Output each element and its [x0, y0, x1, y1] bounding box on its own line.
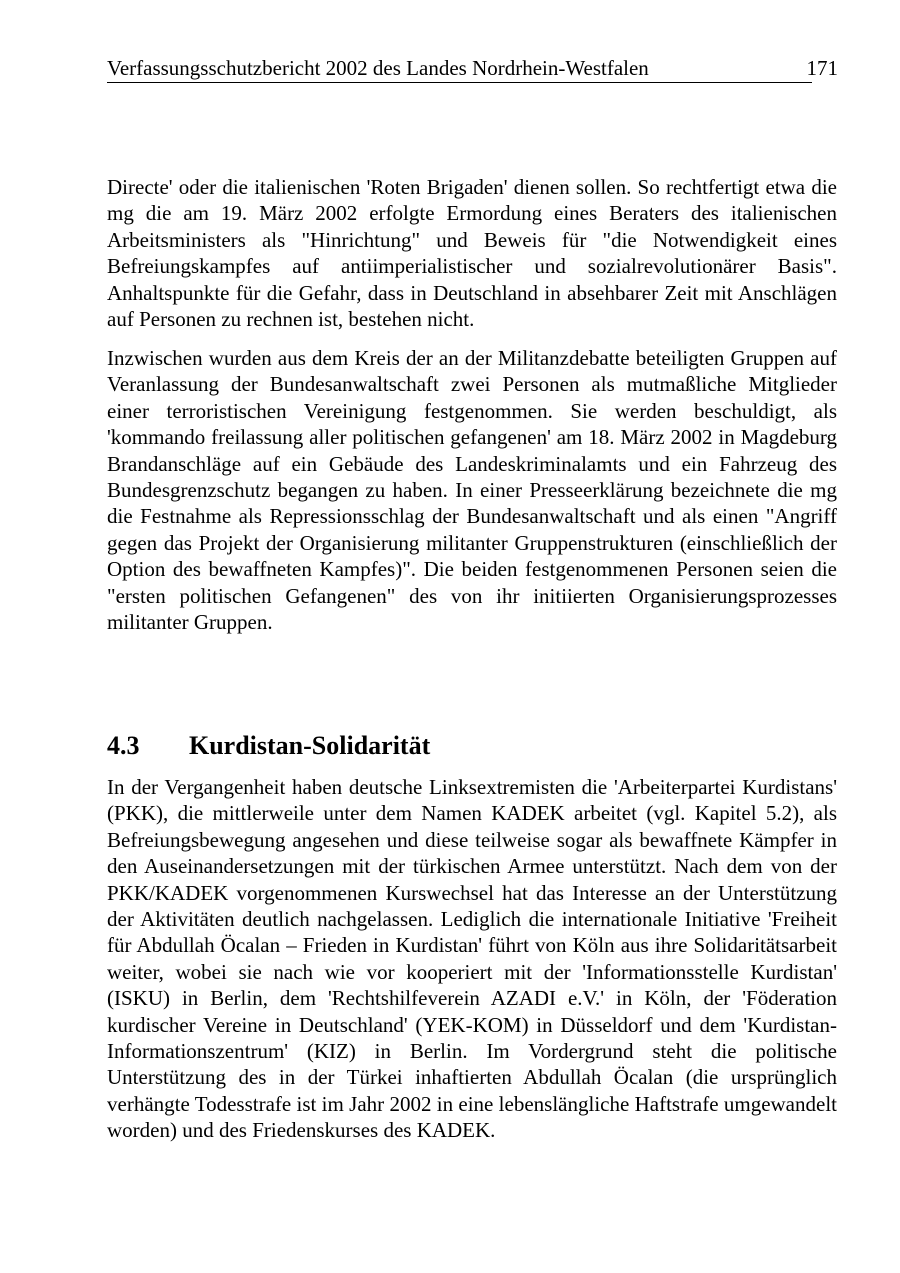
paragraph-text: In der Vergangenheit haben deutsche Linksextremisten die 'Arbeiterpartei Kurdistans' (PKK), die mittlerweile unter dem Namen KADEK arbeitet (vgl. Kapitel 5.2), als Befreiungsbewegung angesehen und diese teilweise sogar als bewaffnete Kämpfer in den Auseinandersetzungen mit der türkischen Armee unterstützt. Nach dem von der PKK/KADEK vorgenommenen Kurswechsel hat das Interesse an der Unterstützung der Aktivitäten deutlich nachgelassen. Lediglich die internationale Initiative 'Freiheit für Abdullah Öcalan – Frieden in Kurdistan' führt von Köln aus ihre Solidaritätsarbeit weiter, wobei sie nach wie vor kooperiert mit der 'Informationsstelle Kurdistan' (ISKU) in Berlin, dem 'Rechtshilfeverein AZADI e.V.' in Köln, der 'Föderation kurdischer Vereine in Deutschland' (YEK-KOM) in Düsseldorf und dem 'Kurdistan-Informationszentrum' (KIZ) in Berlin. Im Vordergrund steht die politische Unterstützung des in der Türkei inhaftierten Abdullah Öcalan (die ursprünglich verhängte Todesstrafe ist im Jahr 2002 in eine lebenslängliche Haftstrafe umgewandelt worden) und des Friedenskurses des KADEK. [107, 775, 837, 1143]
body-paragraph-1 [107, 174, 837, 332]
section-title: Kurdistan-Solidarität [189, 731, 431, 760]
section-heading [107, 729, 430, 763]
body-paragraph-2 [107, 345, 837, 635]
page-number: 171 [806, 56, 838, 80]
body-paragraph-3 [107, 774, 837, 1144]
section-number: 4.3 [107, 731, 140, 760]
paragraph-text: Inzwischen wurden aus dem Kreis der an der Militanzdebatte beteiligten Gruppen auf Veranlassung der Bundesanwaltschaft zwei Personen als mutmaßliche Mitglieder einer terroristischen Vereinigung festgenommen. Sie werden beschuldigt, als 'kommando freilassung aller politischen gefangenen' am 18. März 2002 in Magdeburg Brandanschläge auf ein Gebäude des Landeskriminalamts und ein Fahrzeug des Bundesgrenzschutz begangen zu haben. In einer Presseerklärung bezeichnete die mg die Festnahme als Repressionsschlag der Bundesanwaltschaft und als einen "Angriff gegen das Projekt der Organisierung militanter Gruppenstrukturen (einschließlich der Option des bewaffneten Kampfes)". Die beiden festgenommenen Personen seien die "ersten politischen Gefangenen" des von ihr initiierten Organisierungsprozesses militanter Gruppen. [107, 346, 837, 635]
running-header [107, 54, 838, 83]
document-title: Verfassungsschutzbericht 2002 des Landes Nordrhein-Westfalen [107, 56, 649, 80]
paragraph-text: Directe' oder die italienischen 'Roten Brigaden' dienen sollen. So rechtfertigt etwa die mg die am 19. März 2002 erfolgte Ermordung eines Beraters des italienischen Arbeitsministers als "Hinrichtung" und Beweis für "die Notwendigkeit eines Befreiungskampfes auf antiimperialistischer und sozialrevolutionärer Basis". Anhaltspunkte für die Gefahr, dass in Deutschland in absehbarer Zeit mit Anschlägen auf Personen zu rechnen ist, bestehen nicht. [107, 175, 837, 332]
